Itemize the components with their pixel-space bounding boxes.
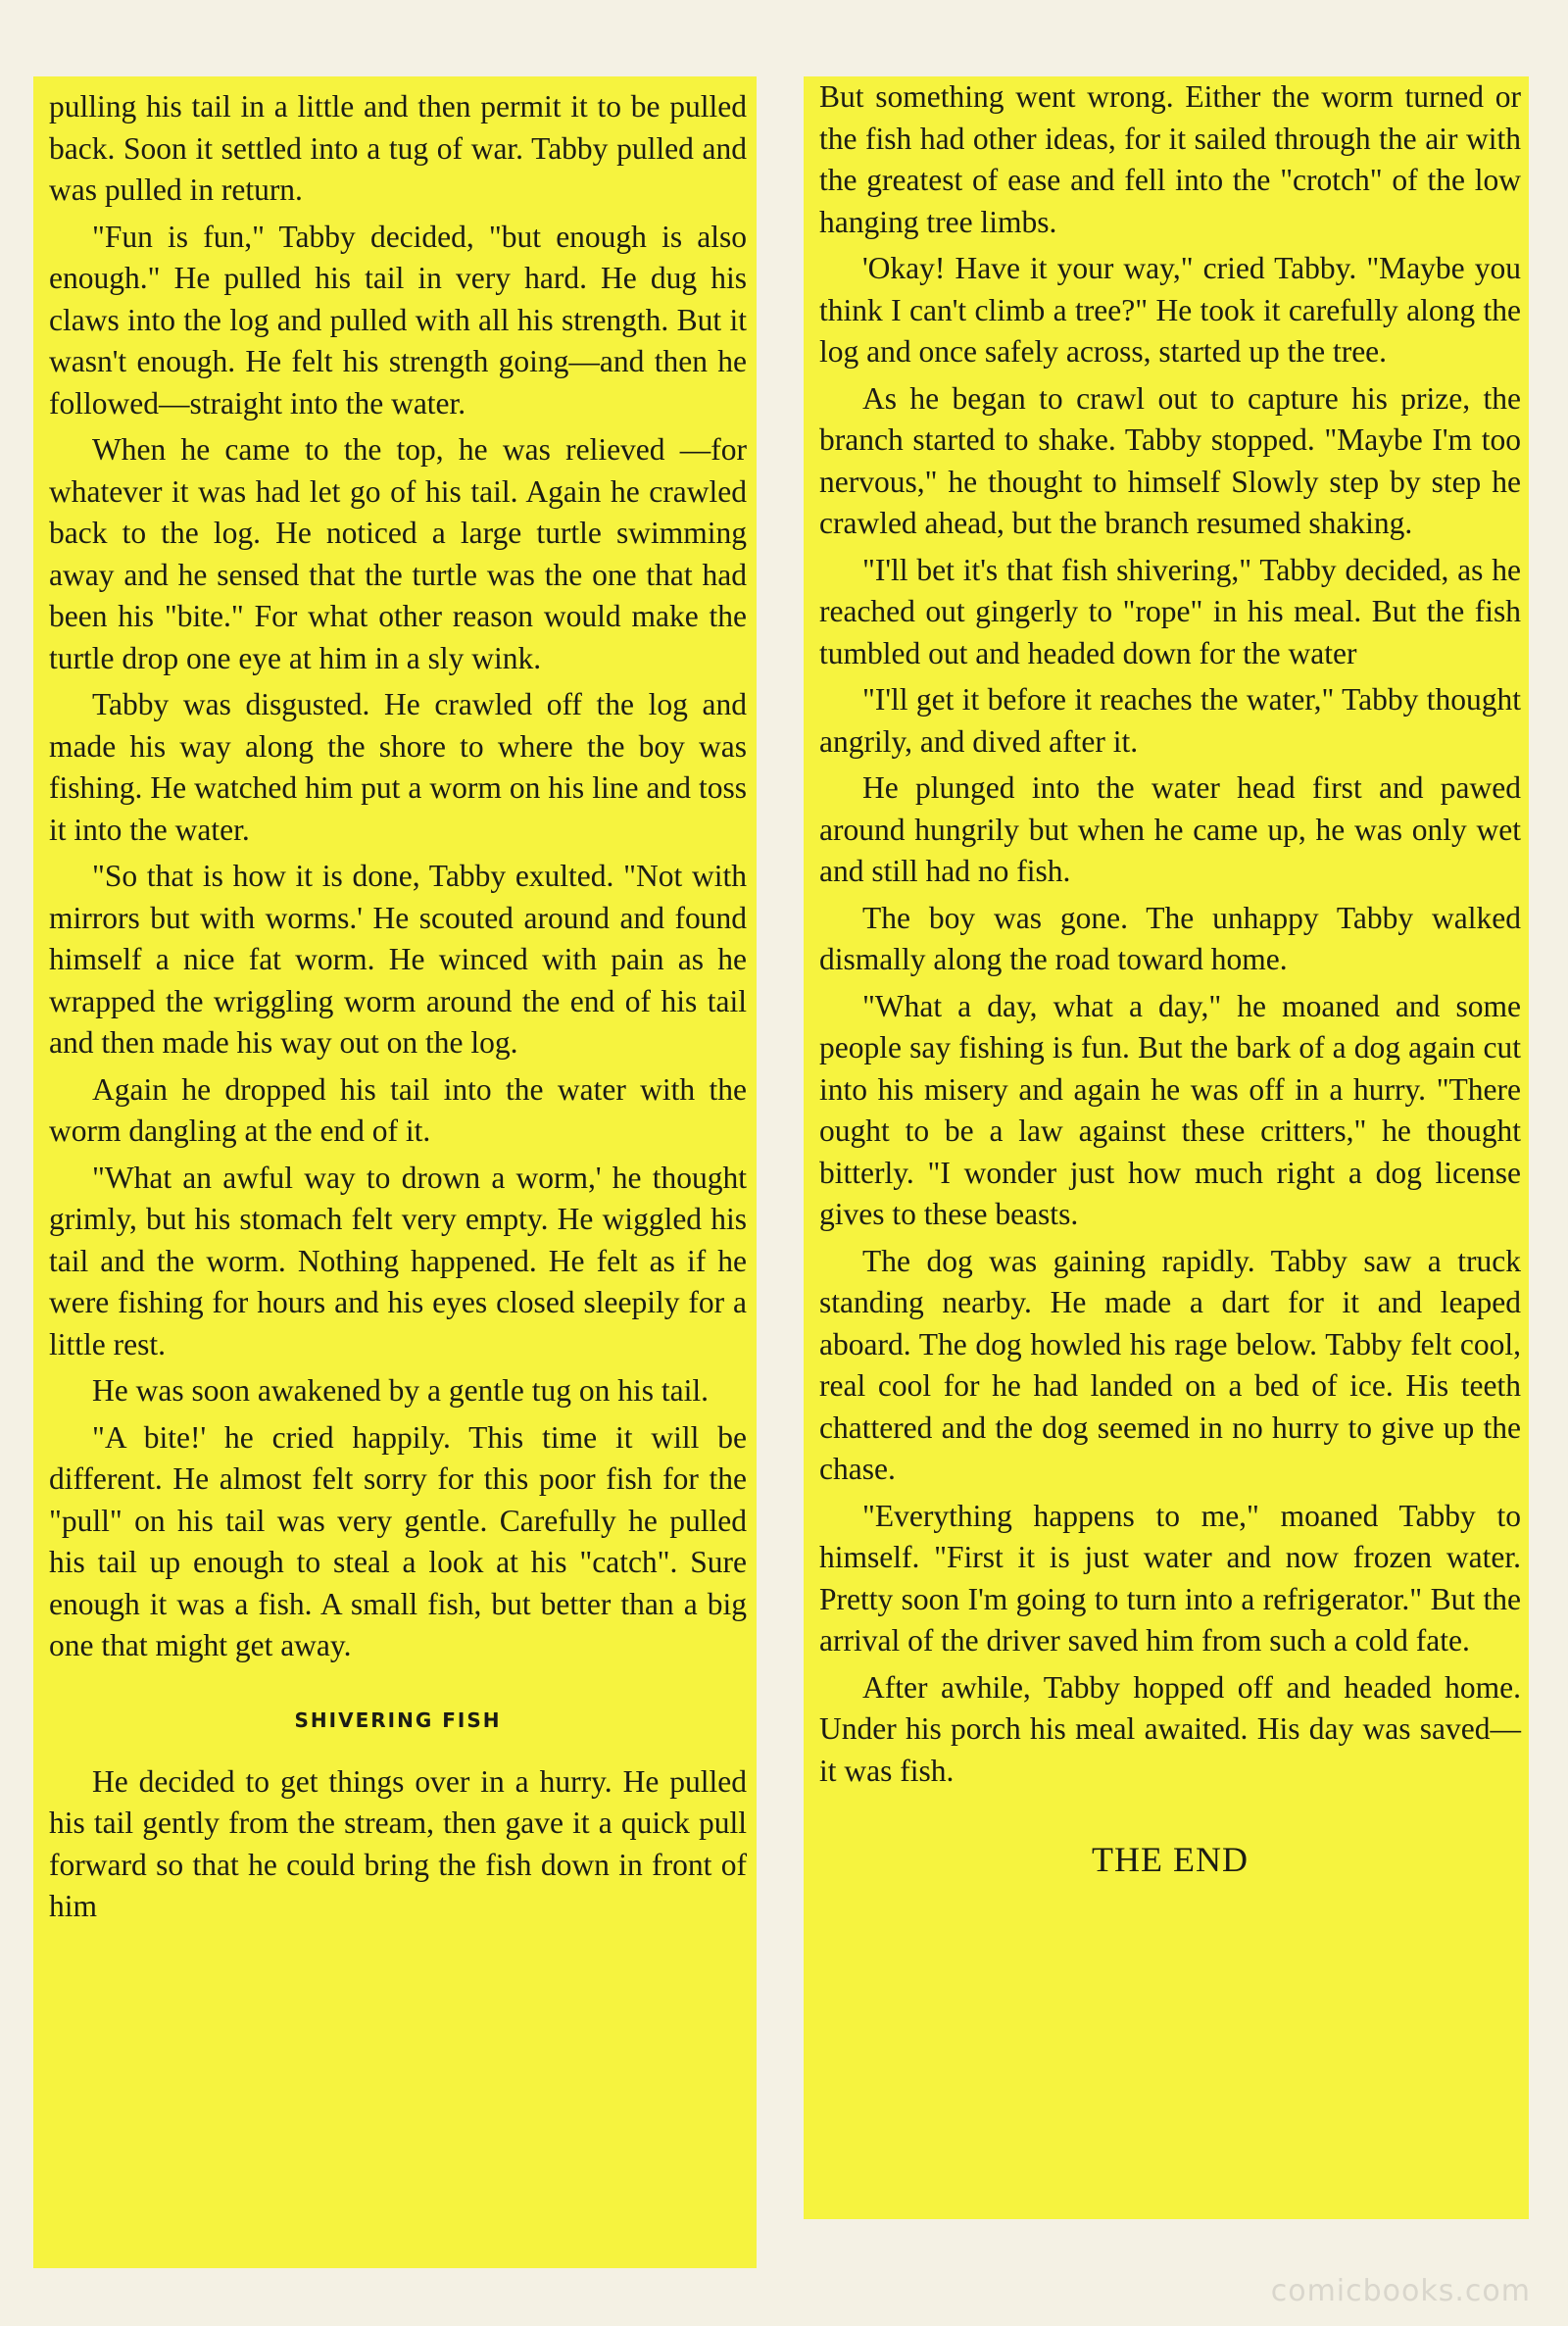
- right-text-column: [804, 76, 1529, 2219]
- right-paragraph-1: But something went wrong. Either the worm turned or the fish had other ideas, for it sailed through the air with the greatest of ease and fell into the "crotch" of the low hanging tree limbs.: [819, 79, 1521, 239]
- site-watermark: comicbooks.com: [1270, 2274, 1531, 2308]
- left-paragraph-7: "What an awful way to drown a worm,' he thought grimly, but his stomach felt very empty. He wiggled his tail and the worm. Nothing happened. He felt as if he were fishing for hours and his eyes closed sleepily for a little rest.: [49, 1160, 747, 1361]
- right-paragraph-11: After awhile, Tabby hopped off and headed home. Under his porch his meal awaited. His day was saved—it was fish.: [819, 1669, 1521, 1788]
- right-paragraph-5: "I'll get it before it reaches the water," Tabby thought angrily, and dived after it.: [819, 682, 1521, 759]
- left-paragraph-4: Tabby was disgusted. He crawled off the log and made his way along the shore to where the boy was fishing. He watched him put a worm on his line and toss it into the water.: [49, 687, 747, 847]
- left-paragraph-10: He decided to get things over in a hurry. He pulled his tail gently from the stream, then gave it a quick pull forward so that he could bring the fish down in front of him: [49, 1763, 747, 1923]
- left-paragraph-8: He was soon awakened by a gentle tug on his tail.: [92, 1373, 709, 1408]
- left-paragraph-2: "Fun is fun," Tabby decided, "but enough is also enough." He pulled his tail in very hard. He dug his claws into the log and pulled with all his strength. But it wasn't enough. He felt his strength going—and then he followed—straight into the water.: [49, 219, 747, 421]
- left-paragraph-9: "A bite!' he cried happily. This time it will be different. He almost felt sorry for this poor fish for the "pull" on his tail was very gentle. Carefully he pulled his tail up enough to steal a look at his "catch". Sure enough it was a fish. A small fish, but better than a big one that might get away.: [49, 1419, 747, 1662]
- right-paragraph-6: He plunged into the water head first and pawed around hungrily but when he came up, he was only wet and still had no fish.: [819, 770, 1521, 888]
- left-paragraph-1: pulling his tail in a little and then permit it to be pulled back. Soon it settled into a tug of war. Tabby pulled and was pulled in return.: [49, 89, 747, 207]
- left-paragraph-3: When he came to the top, he was relieved —for whatever it was had let go of his tail. Again he crawled back to the log. He noticed a large turtle swimming away and he sensed that the turtle was the one that had been his "bite." For what other reason would make the turtle drop one eye at him in a sly wink.: [49, 432, 747, 675]
- right-paragraph-2: 'Okay! Have it your way," cried Tabby. "Maybe you think I can't climb a tree?" He took it carefully along the log and once safely across, started up the tree.: [819, 251, 1521, 369]
- right-paragraph-3: As he began to crawl out to capture his prize, the branch started to shake. Tabby stopped. "Maybe I'm too nervous," he thought to himself Slowly step by step he crawled ahead, but the branch resumed shaking.: [819, 380, 1521, 540]
- left-paragraph-5: "So that is how it is done, Tabby exulted. "Not with mirrors but with worms.' He scouted around and found himself a nice fat worm. He winced with pain as he wrapped the wriggling worm around the end of his tail and then made his way out on the log.: [49, 859, 747, 1060]
- left-paragraph-6: Again he dropped his tail into the water with the worm dangling at the end of it.: [49, 1071, 747, 1148]
- right-paragraph-10: "Everything happens to me," moaned Tabby to himself. "First it is just water and now frozen water. Pretty soon I'm going to turn into a refrigerator." But the arrival of the driver saved him from such a cold fate.: [819, 1498, 1521, 1658]
- the-end-label: THE END: [1092, 1840, 1249, 1879]
- left-text-column: [33, 76, 757, 2268]
- section-heading: SHIVERING FISH: [294, 1707, 502, 1732]
- right-paragraph-4: "I'll bet it's that fish shivering," Tabby decided, as he reached out gingerly to "rope" in his meal. But the fish tumbled out and headed down for the water: [819, 552, 1521, 670]
- right-paragraph-9: The dog was gaining rapidly. Tabby saw a truck standing nearby. He made a dart for it and leaped aboard. The dog howled his rage below. Tabby felt cool, real cool for he had landed on a bed of ice. His teeth chattered and the dog seemed in no hurry to give up the chase.: [819, 1243, 1521, 1486]
- right-paragraph-8: "What a day, what a day," he moaned and some people say fishing is fun. But the bark of a dog again cut into his misery and again he was off in a hurry. "There ought to be a law against these critters," he thought bitterly. "I wonder just how much right a dog license gives to these beasts.: [819, 988, 1521, 1231]
- right-paragraph-7: The boy was gone. The unhappy Tabby walked dismally along the road toward home.: [819, 900, 1521, 976]
